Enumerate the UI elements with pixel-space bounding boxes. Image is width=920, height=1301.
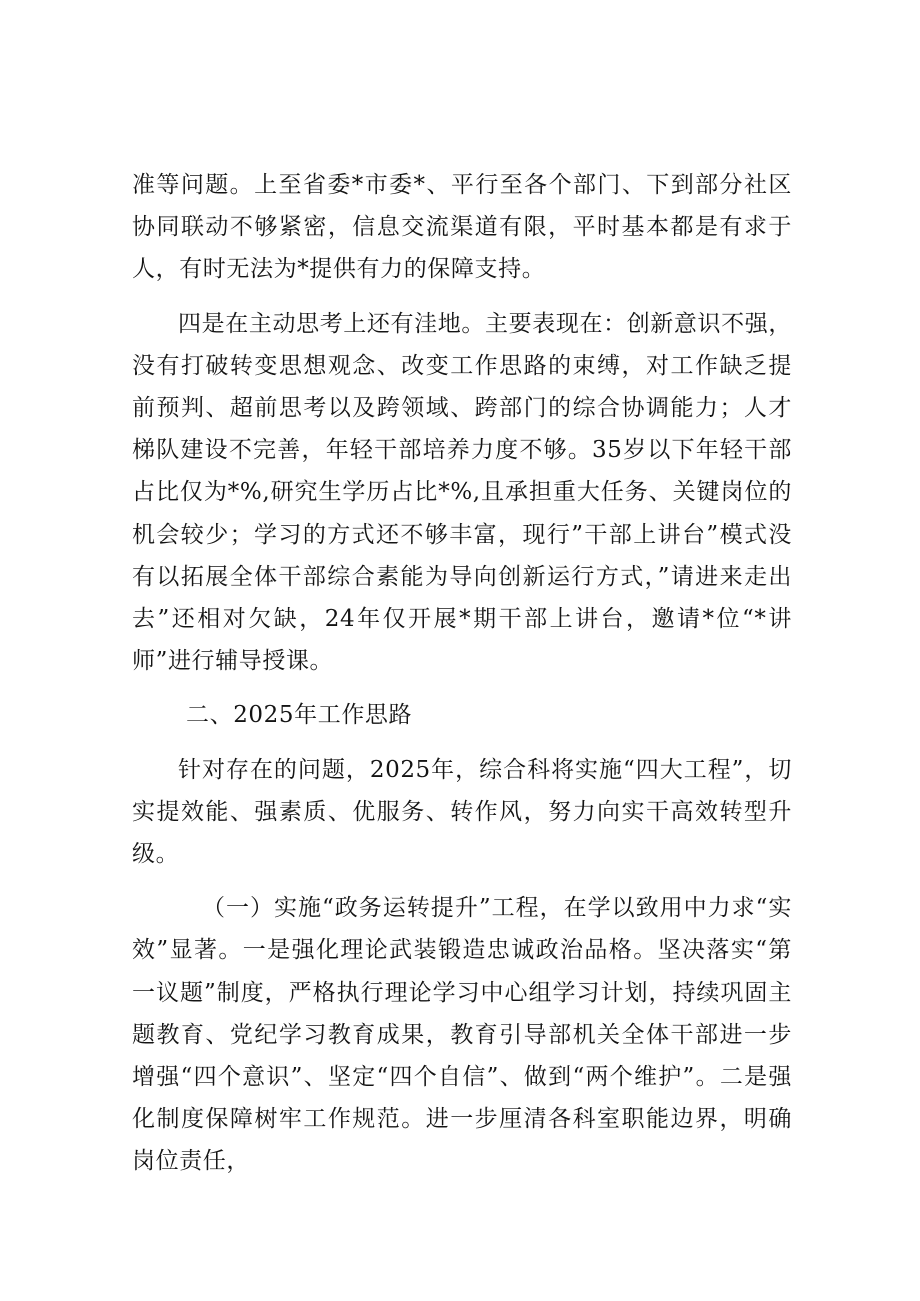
paragraph-continuation: 准等问题。上至省委*市委*、平行至各个部门、下到部分社区协同联动不够紧密，信息交流渠道有限，平时基本都是有求于人，有时无法为*提供有力的保障支持。 — [132, 172, 792, 283]
paragraph-intro-four-projects: 针对存在的问题，2025年，综合科将实施“四大工程”，切实提效能、强素质、优服务、转作风，努力向实干高效转型升级。 — [132, 756, 792, 868]
section-heading-work-plan: 二、2025年工作思路 — [186, 702, 413, 729]
paragraph-point-four: 四是在主动思考上还有洼地。主要表现在：创新意识不强，没有打破转变思想观念、改变工作思路的束缚，对工作缺乏提前预判、超前思考以及跨领域、跨部门的综合协调能力；人才梯队建设不完善，年轻干部培养力度不够。35岁以下年轻干部占比仅为*%,研究生学历占比*%,且承担重大任务、关键岗位的机会较少；学习的方式还不够丰富，现行”干部上讲台”模式没有以拓展全体干部综合素能为导向创新运行方式，”请进来走出去”还相对欠缺，24年仅开展*期干部上讲台，邀请*位“*讲师”进行辅导授课。 — [132, 310, 792, 675]
paragraph-project-one: （一）实施“政务运转提升”工程，在学以致用中力求“实效”显著。一是强化理论武装锻造忠诚政治品格。坚决落实“第一议题”制度，严格执行理论学习中心组学习计划，持续巩固主题教育、党纪学习教育成果，教育引导部机关全体干部进一步增强“四个意识”、坚定“四个自信”、做到“两个维护”。二是强化制度保障树牢工作规范。进一步厘清各科室职能边界，明确岗位责任， — [132, 895, 792, 1175]
document-body — [132, 164, 792, 1183]
